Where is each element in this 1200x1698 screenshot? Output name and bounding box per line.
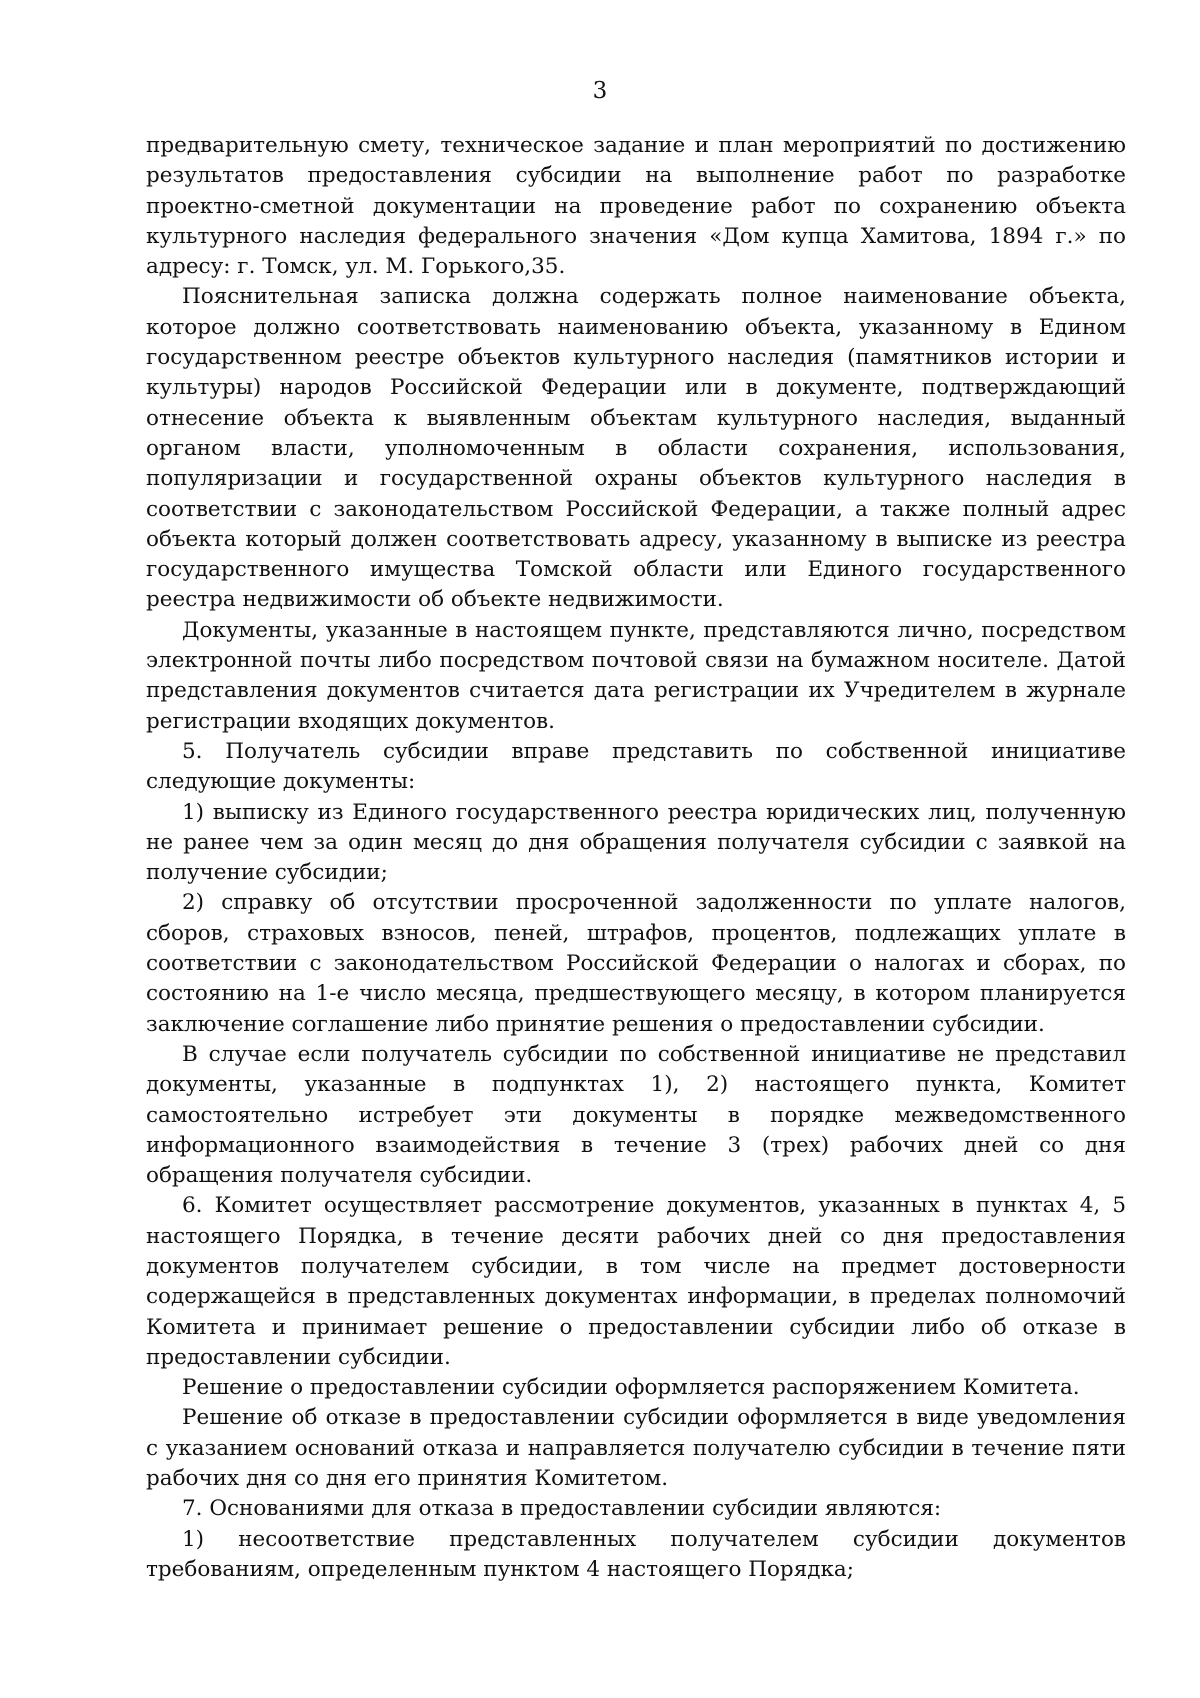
paragraph-subitem-1: 1) выписку из Единого государственного реестра юридических лиц, полученную не ранее чем за один месяц до дня обращения получателя субсидии с заявкой на получение субсидии; [146,799,1126,886]
paragraph-document-submission: Документы, указанные в настоящем пункте, представляются лично, посредством электронной почты либо посредством почтовой связи на бумажном носителе. Датой представления документов считается дата регистрации их Учредителем в журнале регистрации входящих документов. [146,617,1126,734]
paragraph-explanatory-note: Пояснительная записка должна содержать полное наименование объекта, которое должно соответствовать наименованию объекта, указанному в Едином государственном реестре объектов культурного наследия (памятников истории и культуры) народов Российской Федерации или в документе, подтверждающий отнесение объекта к выявленным объектам культурного наследия, выданный органом власти, уполномоченным в области сохранения, использования, популяризации и государственной охраны объектов культурного наследия в соответствии с законодательством Российской Федерации, а также полный адрес объекта который должен соответствовать адресу, указанному в выписке из реестра государственного имущества Томской области или Единого государственного реестра недвижимости об объекте недвижимости. [146,284,1126,613]
document-body [146,131,1126,1585]
paragraph-decision-grant: Решение о предоставлении субсидии оформляется распоряжением Комитета. [182,1375,1080,1401]
paragraph-continuation: предварительную смету, техническое задание и план мероприятий по достижению результатов предоставления субсидии на выполнение работ по разработке проектно-сметной документации на проведение работ по сохранению объекта культурного наследия федерального значения «Дом купца Хамитова, 1894 г.» по адресу: г. Томск, ул. М. Горького,35. [146,133,1126,280]
paragraph-subitem-2: 2) справку об отсутствии просроченной задолженности по уплате налогов, сборов, страховых взносов, пеней, штрафов, процентов, подлежащих уплате в соответствии с законодательством Российской Федерации о налогах и сборах, по состоянию на 1-е число месяца, предшествующего месяцу, в котором планируется заключение соглашение либо принятие решения о предоставлении субсидии. [146,890,1126,1037]
paragraph-refusal-ground-1: 1) несоответствие представленных получателем субсидии документов требованиям, определенным пунктом 4 настоящего Порядка; [146,1526,1126,1582]
paragraph-item-6: 6. Комитет осуществляет рассмотрение документов, указанных в пунктах 4, 5 настоящего Порядка, в течение десяти рабочих дней со дня предоставления документов получателем субсидии, в том числе на предмет достоверности содержащейся в представленных документах информации, в пределах полномочий Комитета и принимает решение о предоставлении субсидии либо об отказе в предоставлении субсидии. [146,1193,1126,1370]
paragraph-item-7: 7. Основаниями для отказа в предоставлении субсидии являются: [182,1496,942,1522]
paragraph-item-5: 5. Получатель субсидии вправе представить по собственной инициативе следующие документы: [146,738,1126,795]
paragraph-interagency-request: В случае если получатель субсидии по собственной инициативе не представил документы, указанные в подпунктах 1), 2) настоящего пункта, Комитет самостоятельно истребует эти документы в порядке межведомственного информационного взаимодействия в течение 3 (трех) рабочих дней со дня обращения получателя субсидии. [146,1041,1126,1189]
page-number: 3 [592,78,608,104]
paragraph-decision-refusal: Решение об отказе в предоставлении субсидии оформляется в виде уведомления с указанием оснований отказа и направляется получателю субсидии в течение пяти рабочих дня со дня его принятия Комитетом. [146,1405,1126,1492]
